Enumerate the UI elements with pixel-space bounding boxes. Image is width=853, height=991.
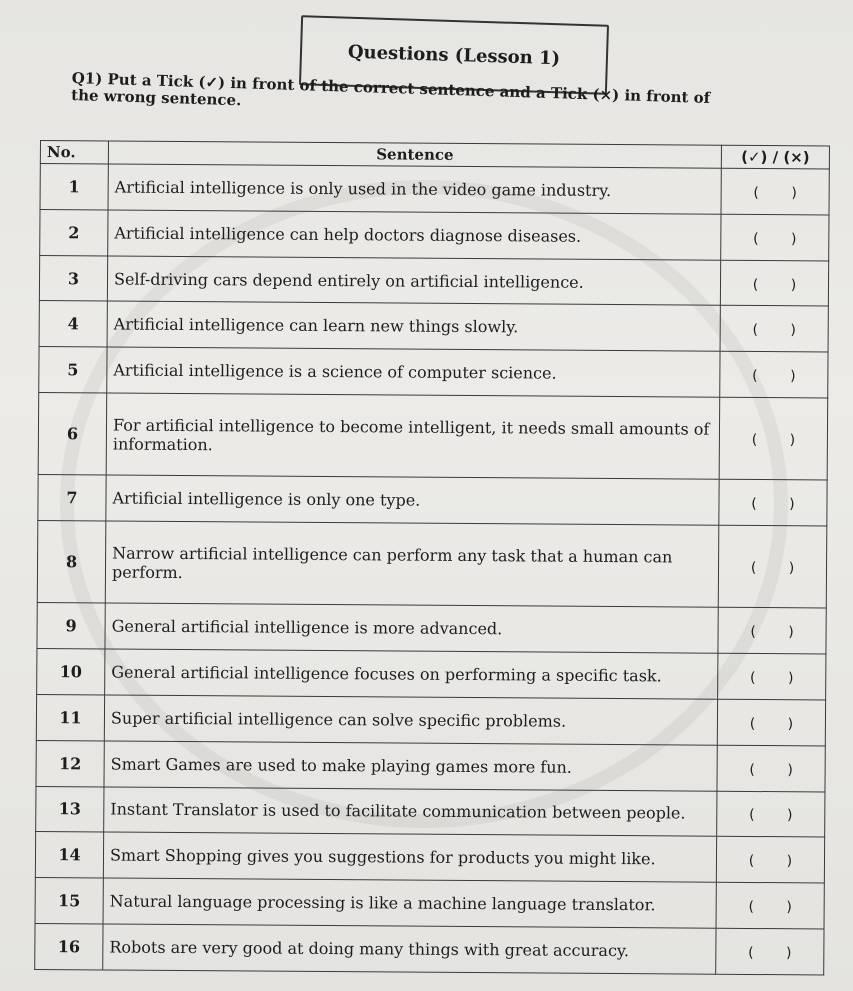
answer-cell[interactable]	[720, 306, 828, 353]
answer-blank[interactable]: ( )	[748, 899, 792, 916]
table-row	[37, 521, 827, 609]
answer-cell[interactable]	[721, 214, 829, 261]
row-sentence: Smart Shopping gives you suggestions for products you might like.	[103, 832, 716, 882]
answer-cell[interactable]	[718, 607, 826, 654]
table-row	[39, 347, 828, 398]
row-sentence: Self-driving cars depend entirely on artificial intelligence.	[107, 256, 720, 306]
header-sentence: Sentence	[108, 141, 721, 168]
row-sentence: Natural language processing is like a machine language translator.	[103, 878, 716, 928]
answer-cell[interactable]	[717, 745, 825, 792]
row-sentence: Super artificial intelligence can solve specific problems.	[104, 695, 717, 745]
table-row	[37, 603, 826, 654]
answer-cell[interactable]	[717, 791, 825, 838]
header-no: No.	[40, 141, 108, 164]
table-row	[40, 209, 829, 260]
answer-blank[interactable]: ( )	[753, 230, 797, 248]
table-row	[36, 740, 825, 791]
row-sentence: Smart Games are used to make playing games more fun.	[104, 741, 717, 791]
table-row	[36, 694, 825, 745]
row-number: 16	[35, 924, 103, 970]
answer-blank[interactable]: ( )	[753, 184, 797, 202]
table-row	[39, 255, 828, 306]
row-sentence: Artificial intelligence is only one type.	[106, 475, 719, 525]
answer-blank[interactable]: ( )	[752, 368, 796, 385]
table-row	[35, 832, 824, 883]
answer-blank[interactable]: ( )	[752, 322, 796, 339]
header-answer: (✓) / (×)	[721, 145, 829, 169]
answer-cell[interactable]	[719, 397, 828, 480]
answer-cell[interactable]	[718, 653, 826, 700]
question-instruction: Q1) Put a Tick (✓) in front of the correct sentence and a Tick (×) in front of the wrong sentence.	[70, 69, 711, 110]
answer-blank[interactable]: ( )	[750, 560, 795, 577]
row-sentence: Artificial intelligence can learn new things slowly.	[107, 301, 720, 351]
answer-cell[interactable]	[719, 480, 827, 527]
answer-blank[interactable]: ( )	[751, 432, 796, 449]
row-number: 13	[36, 786, 104, 832]
row-number: 11	[36, 694, 104, 740]
table-row	[35, 878, 824, 929]
table-row	[40, 164, 829, 215]
answer-blank[interactable]: ( )	[750, 624, 794, 641]
answer-blank[interactable]: ( )	[748, 944, 792, 962]
answer-cell[interactable]	[716, 928, 824, 975]
answer-cell[interactable]	[717, 699, 825, 746]
questions-table	[34, 140, 830, 975]
table-row	[35, 924, 824, 975]
row-sentence: General artificial intelligence is more advanced.	[105, 603, 718, 653]
answer-cell[interactable]	[718, 525, 827, 608]
row-number: 12	[36, 740, 104, 786]
row-sentence: Robots are very good at doing many things with great accuracy.	[103, 924, 716, 974]
answer-blank[interactable]: ( )	[750, 669, 794, 687]
table-row	[38, 475, 827, 526]
row-number: 4	[39, 301, 107, 347]
row-sentence: Narrow artificial intelligence can perform any task that a human can perform.	[105, 521, 719, 607]
answer-blank[interactable]: ( )	[749, 715, 794, 733]
table-row	[38, 393, 828, 481]
row-sentence: Artificial intelligence can help doctors diagnose diseases.	[108, 210, 721, 260]
row-number: 6	[38, 393, 107, 476]
answer-blank[interactable]: ( )	[748, 853, 793, 870]
answer-blank[interactable]: ( )	[751, 496, 795, 513]
answer-blank[interactable]: ( )	[752, 276, 797, 293]
row-sentence: Artificial intelligence is a science of computer science.	[107, 347, 720, 397]
row-sentence: General artificial intelligence focuses on performing a specific task.	[105, 649, 718, 699]
table-row	[39, 301, 828, 352]
row-sentence: For artificial intelligence to become intelligent, it needs small amounts of information.	[106, 393, 720, 479]
answer-blank[interactable]: ( )	[749, 807, 793, 824]
answer-cell[interactable]	[720, 260, 828, 307]
row-sentence: Artificial intelligence is only used in the video game industry.	[108, 164, 721, 214]
row-number: 15	[35, 878, 103, 924]
row-number: 8	[37, 521, 106, 604]
answer-cell[interactable]	[721, 168, 829, 215]
row-number: 3	[39, 255, 107, 301]
row-number: 9	[37, 603, 105, 649]
row-number: 10	[37, 649, 105, 695]
row-sentence: Instant Translator is used to facilitate communication between people.	[104, 786, 717, 836]
row-number: 2	[40, 209, 108, 255]
answer-cell[interactable]	[720, 352, 828, 399]
page-title-text: Questions (Lesson 1)	[347, 41, 561, 69]
answer-cell[interactable]	[716, 837, 824, 884]
table-row	[36, 786, 825, 837]
row-number: 14	[35, 832, 103, 878]
answer-cell[interactable]	[716, 882, 824, 929]
table-row	[37, 649, 826, 700]
row-number: 1	[40, 164, 108, 210]
row-number: 7	[38, 475, 106, 521]
row-number: 5	[39, 347, 107, 393]
answer-blank[interactable]: ( )	[749, 761, 793, 778]
